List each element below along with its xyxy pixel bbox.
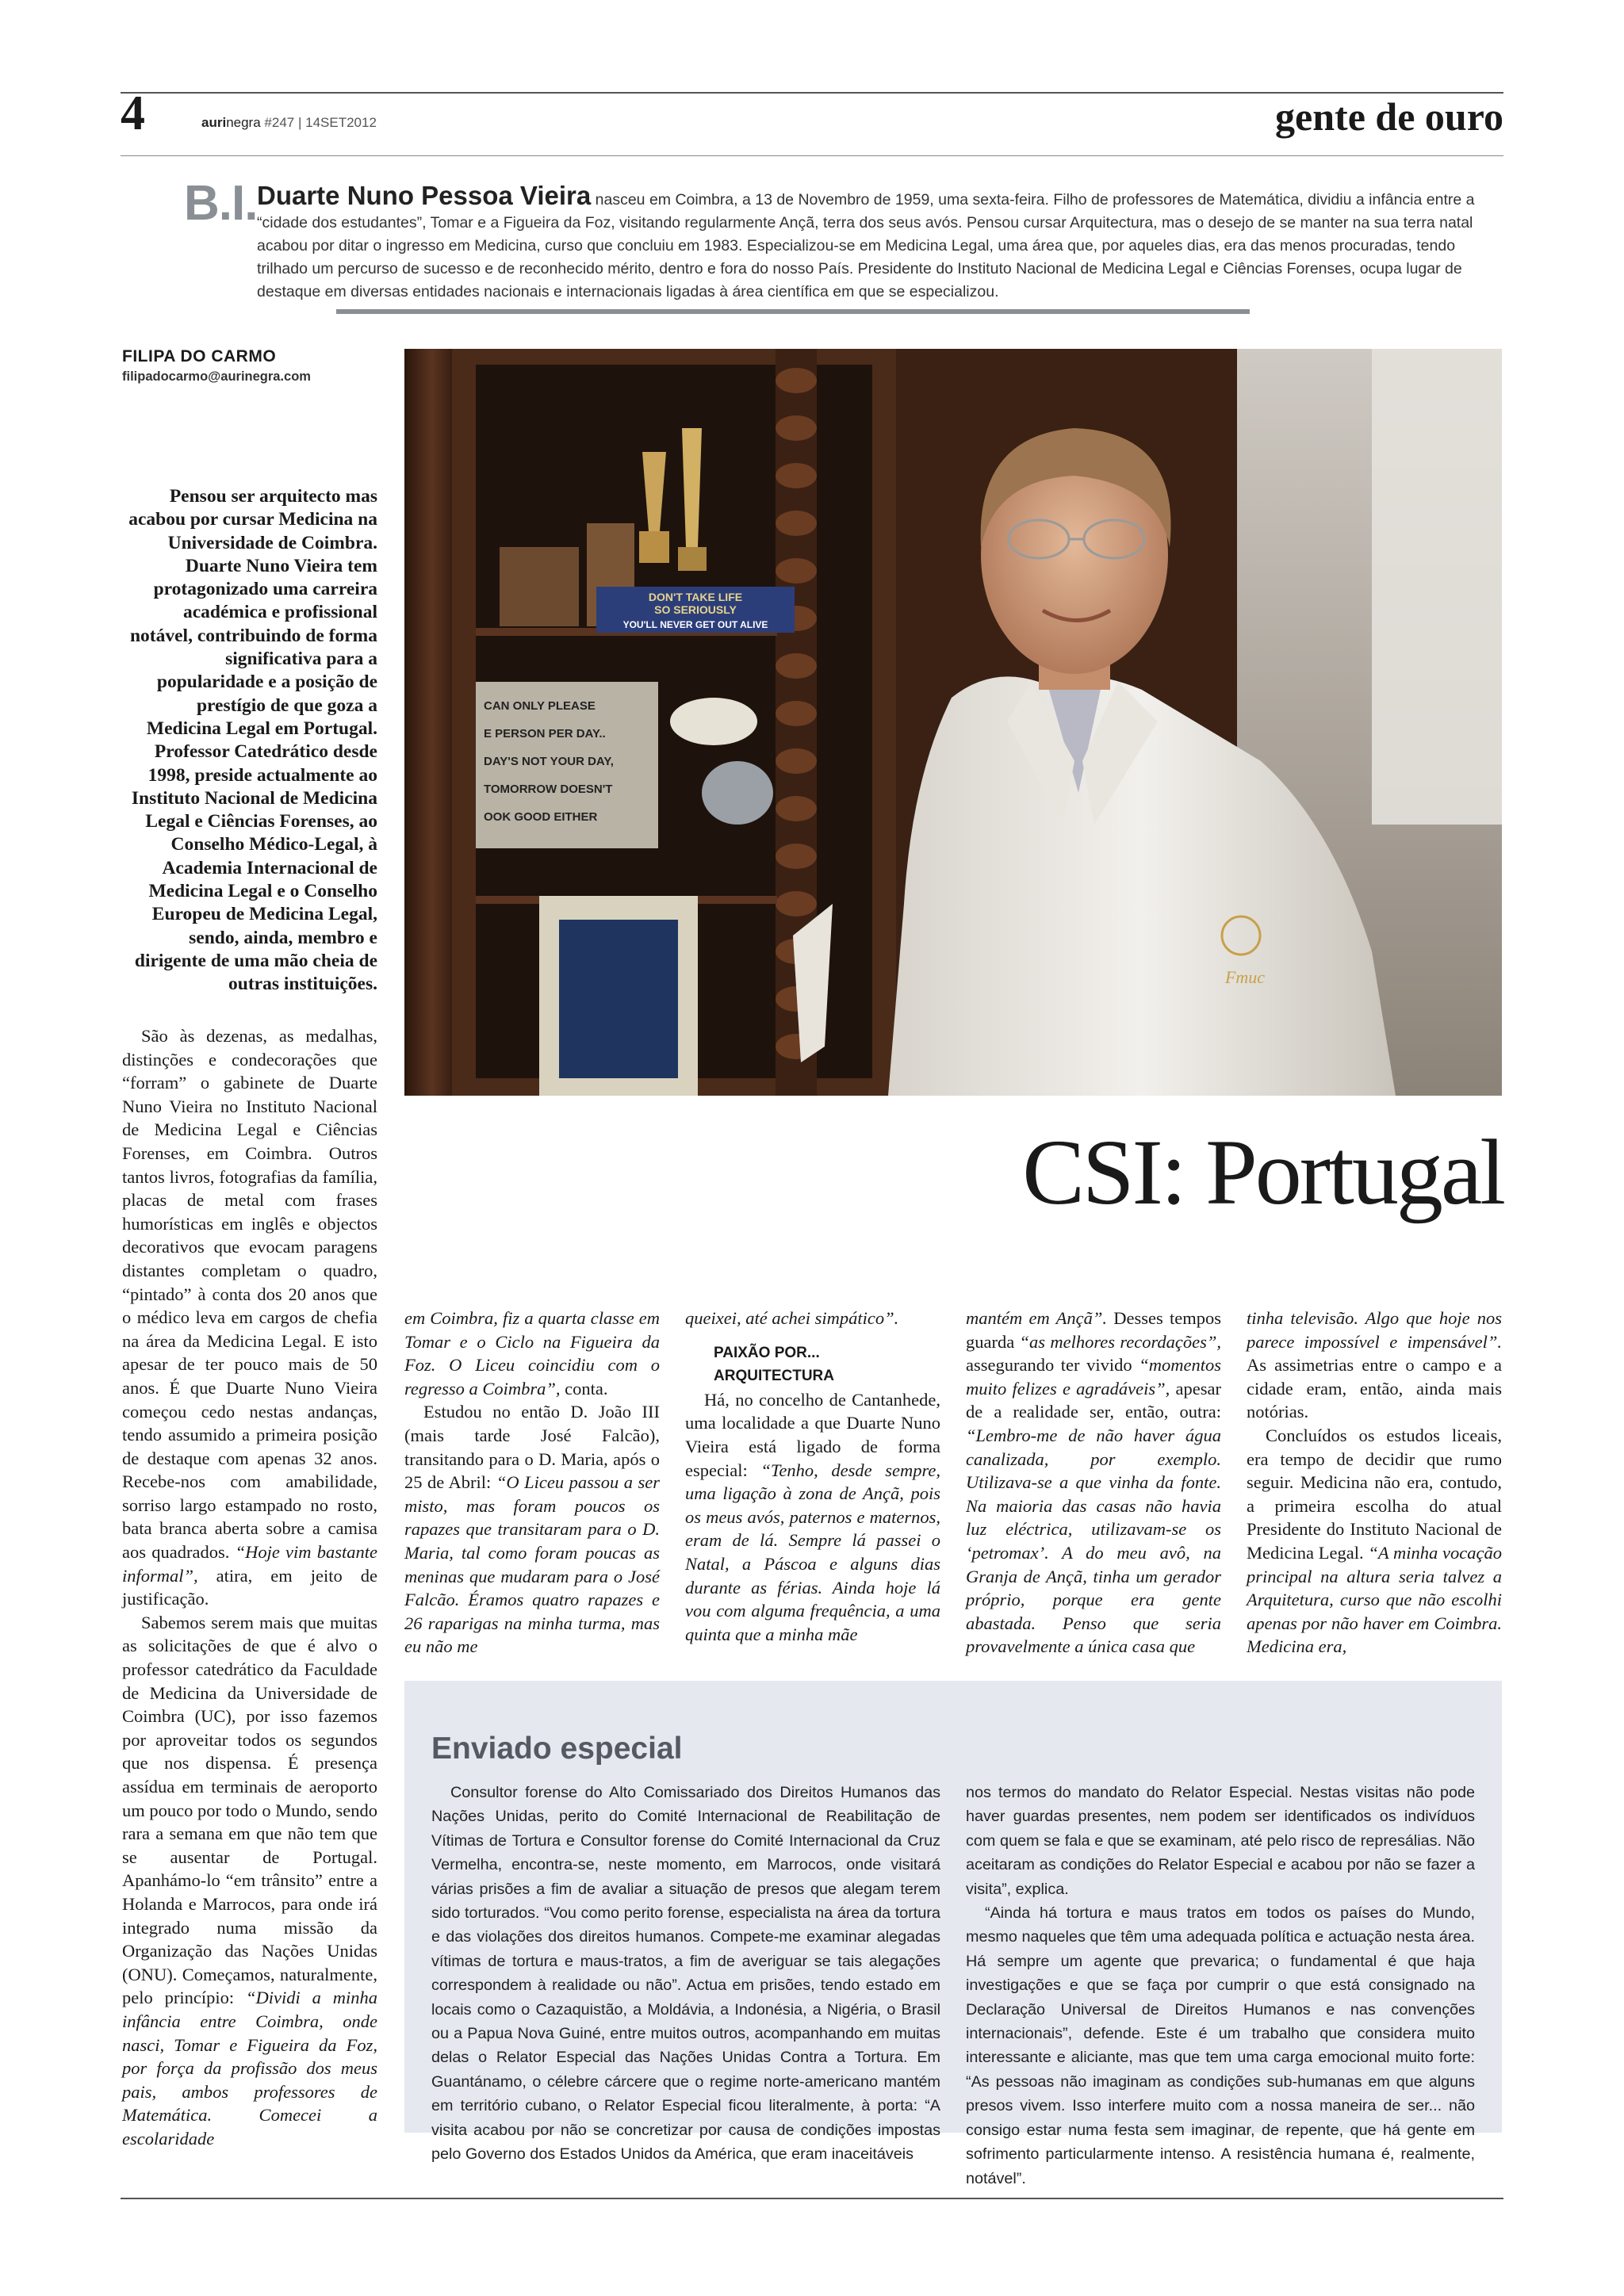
box-column-right [966,1781,1475,2191]
plaque-2-line-4: TOMORROW DOESN'T [484,783,613,796]
body-column-1 [122,1024,377,2151]
brand-light: auri [201,115,227,130]
col2-paragraph-2: Estudou no então D. João III (mais tarde José Falcão), transitando para o D. Maria, após o 25 de Abril: “O Liceu passou a ser misto, mas foram poucos os rapazes que transitaram para o D. Maria, tal como foram poucas as meninas que mudaram para o José Falcão. Éramos quatro rapazes e 26 raparigas na minha turma, mas eu não me [404,1402,661,1657]
issue-date: 14SET2012 [305,115,377,130]
col5-paragraph-1: tinha televisão. Algo que hoje nos parece impossível e impensável”. As assimetrias entre o campo e a cidade eram, então, ainda mais notórias. [1247,1308,1502,1422]
plaque-2-line-3: DAY'S NOT YOUR DAY, [484,755,614,768]
plaque-1-line-1: DON'T TAKE LIFE [648,591,743,603]
col3-paragraph-2: Há, no concelho de Cantanhede, uma localidade a que Duarte Nuno Vieira está ligado de forma especial: “Tenho, desde sempre, uma ligação à zona de Ançã, pois os meus avós, paternos e maternos, eram de lá. Sempre lá passei o Natal, a Páscoa e alguns dias durante as férias. Ainda hoje lá vou com alguma frequência, a uma quinta que a minha mãe [685,1389,941,1644]
box-title: Enviado especial [431,1732,683,1766]
col4-paragraph-1: mantém em Ançã”. Desses tempos guarda “as melhores recordações”, assegurando ter vivido “momentos muito felizes e agradáveis”, apesar de a realidade ser, então, outra: “Lembro-me de não haver água canalizada, por exemplo. Utilizava-se a que vinha da fonte. Na maioria das casas não havia luz eléctrica, utilizavam-se os ‘petromax’. A do meu avô, na Granja de Ançã, tinha um gerador próprio, porque era gente abastada. Penso que seria provavelmente a única casa que [966,1308,1221,1657]
col2-paragraph-1: em Coimbra, fiz a quarta classe em Tomar e o Ciclo na Figueira da Foz. O Liceu coincidiu com o regresso a Coimbra”, conta. [404,1308,660,1399]
col3-subhead: PAIXÃO POR... ARQUITECTURA [714,1344,834,1385]
col1-paragraph-2: Sabemos serem mais que muitas as solicitações de que é alvo o professor catedrático da Faculdade de Medicina da Universidade de Coimbra (UC), por isso fazemos por aproveitar todos os segundos que nos dispensa. É presença assídua em terminais de aeroporto um pouco por todo o Mundo, sendo rara a semana em que não tem que se ausentar de Portugal. Apanhámo-lo “em trânsito” entre a Holanda e Marrocos, para onde irá integrado numa missão da Organização das Nações Unidas (ONU). Começamos, naturalmente, pelo princípio: “Dividi a minha infância entre Coimbra, onde nasci, Tomar e Figueira da Foz, por força da profissão dos meus pais, ambos professores de Matemática. Comecei a escolaridade [122,1612,377,2149]
author-email: filipadocarmo@aurinegra.com [122,369,311,384]
plaque-1-line-3: YOU'LL NEVER GET OUT ALIVE [622,619,768,630]
body-column-2 [404,1307,660,1659]
footer-rule [121,2198,1503,2199]
col1-paragraph-1: São às dezenas, as medalhas, distinções e condecorações que “forram” o gabinete de Duarte Nuno Vieira no Instituto Nacional de Medicina Legal e Ciências Forenses, em Coimbra. Outros tantos livros, fotografias da família, placas de metal com frases humorísticas em inglês e objectos decorativos que evocam paragens distantes completam o quadro, “pintado” à conta dos 20 anos que o médico leva em cargos de chefia na área da Medicina Legal. E isto apesar de ter pouco mais de 50 anos. É que Duarte Nuno Vieira começou cedo nestas andanças, tendo assumido a primeira posição de destaque com apenas 32 anos. Recebe-nos com amabilidade, sorriso largo estampado no rosto, bata branca aberta sobre a camisa aos quadrados. “Hoje vim bastante informal”, atira, em jeito de justificação. [122,1026,378,1609]
body-column-3 [685,1307,940,1646]
bi-name: Duarte Nuno Pessoa Vieira [257,181,592,210]
plaque-2-line-2: E PERSON PER DAY.. [484,727,606,740]
box-left-paragraph: Consultor forense do Alto Comissariado dos Direitos Humanos das Nações Unidas, perito do Comité Internacional de Reabilitação de Vítimas de Tortura e Consultor forense do Comité Internacional da Cruz Vermelha, encontra-se, neste momento, em Marrocos, onde visitará várias prisões a fim de avaliar a situação de presos que alegam terem sido torturados. “Vou como perito forense, especialista na área da tortura e das violações dos direitos humanos. Compete-me examinar alegadas vítimas de tortura e maus-tratos, a fim de averiguar se tais alegações correspondem à realidade ou não”. Actua em prisões, tendo estado em locais como o Cazaquistão, a Moldávia, a Indonésia, a Nigéria, o Brasil ou a Papua Nova Guiné, entre muitos outros, acompanhando em muitas delas o Relator Especial das Nações Unidas Contra a Tortura. Em Guantánamo, o célebre cárcere que o regime norte-americano mantém em território cubano, o Relator Especial ficou literalmente, à porta: “A visita acabou por não se concretizar por causa de condições impostas pelo Governo dos Estados Unidos da América, que eram inaceitáveis [431,1784,940,2164]
col3-paragraph-1: queixei, até achei simpático”. [685,1308,899,1328]
plaque-1-line-2: SO SERIOUSLY [654,603,737,616]
body-column-5 [1247,1307,1502,1659]
headline: CSI: Portugal [1022,1120,1503,1224]
portrait-photo [404,349,1502,1096]
page-number: 4 [121,86,145,140]
header-top-rule [121,92,1503,94]
plaque-2-line-1: CAN ONLY PLEASE [484,699,596,713]
box-right-paragraph-2: “Ainda há tortura e maus tratos em todos os países do Mundo, mesmo naqueles que têm uma adequada política e actuação nesta área. Há sempre um agente que prevarica; o fundamental é que haja investigações e que se faça por cumprir o que está consignado na Declaração Universal de Direitos Humanos e nas convenções internacionais”, defende. Este é um trabalho que considera muito interessante e aliciante, mas que tem uma carga emocional muito forte: “As pessoas não imaginam as condições sub-humanas em que alguns presos vivem. Isso interfere muito com a nossa maneira de ser... não consigo estar numa festa sem imaginar, de repente, que há gente em sofrimento particularmente intenso. A resistência humana é, realmente, notável”. [966,1904,1475,2187]
lead-paragraph: Pensou ser arquitecto mas acabou por cursar Medicina na Universidade de Coimbra. Duarte Nuno Vieira tem protagonizado uma carreira académica e profissional notável, contribuindo de forma significativa para a popularidade e a posição de prestígio de que goza a Medicina Legal em Portugal. Professor Catedrático desde 1998, preside actualmente ao Instituto Nacional de Medicina Legal e Ciências Forenses, ao Conselho Médico-Legal, à Academia Internacional de Medicina Legal e o Conselho Europeu de Medicina Legal, sendo, ainda, membro e dirigente de uma mão cheia de outras instituições. [128,486,377,995]
coat-logo: Fmuc [1224,967,1266,987]
header-bottom-rule [121,155,1503,156]
author-name: FILIPA DO CARMO [122,347,277,365]
bi-label: B.I. [184,176,258,231]
body-column-4 [966,1307,1221,1659]
bi-paragraph [257,181,1478,304]
box-column-left [431,1781,940,2167]
bi-underline-bar [336,309,1250,314]
bi-text: nasceu em Coimbra, a 13 de Novembro de 1959, uma sexta-feira. Filho de professores de Matemática, dividiu a infância entre a “cidade dos estudantes”, Tomar e a Figueira da Foz, visitando regularmente Ançã, terra dos seus avós. Pensou cursar Arquitectura, mas o desejo de se manter na sua terra natal acabou por ditar o ingresso em Medicina, curso que concluiu em 1983. Especializou-se em Medicina Legal, uma área que, por aqueles dias, era das menos procuradas, tendo trilhado um percurso de sucesso e de reconhecido mérito, dentro e fora do nosso País. Presidente do Instituto Nacional de Medicina Legal e Ciências Forenses, ocupa lugar de destaque em diversas entidades nacionais e internacionais ligadas à área científica em que se especializou. [257,191,1475,300]
humor-plaque-2 [476,682,658,848]
issue-number: #247 [264,115,295,130]
publication-name: aurinegra #247 | 14SET2012 [201,115,377,130]
humor-plaque-1 [596,587,795,633]
col1-quote-1: “Hoje vim bastante informal”, [122,1542,378,1586]
col5-paragraph-2: Concluídos os estudos liceais, era tempo de decidir que rumo seguir. Medicina não era, contudo, a primeira escolha do atual Presidente do Instituto Nacional de Medicina Legal. “A minha vocação principal na altura seria talvez a Arquitetura, curso que não escolhi apenas por não haver em Coimbra. Medicina era, [1247,1425,1502,1657]
box-right-paragraph-1: nos termos do mandato do Relator Especial. Nestas visitas não pode haver guardas presentes, nem podem ser identificados os indivíduos com quem se fala e que se examinam, até pelo risco de represálias. Não aceitaram as condições do Relator Especial e acabou por não se fazer a visita”, explica. [966,1784,1475,1898]
framed-certificate [539,896,698,1096]
col1-quote-2: “Dividi a minha infância entre Coimbra, onde nasci, Tomar e Figueira da Foz, por força da profissão dos meus pais, ambos professores de Matemática. Comecei a escolaridade [122,1988,377,2149]
section-title: gente de ouro [1275,94,1503,139]
brand-bold: negra [226,115,261,130]
plaque-2-line-5: OOK GOOD EITHER [484,810,598,824]
